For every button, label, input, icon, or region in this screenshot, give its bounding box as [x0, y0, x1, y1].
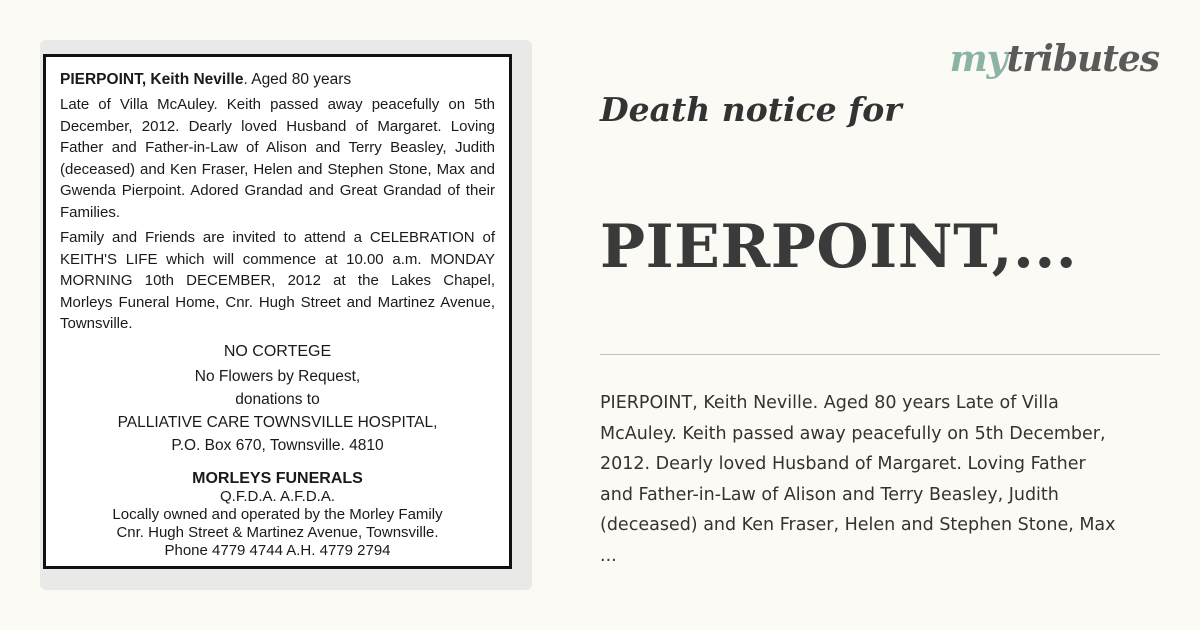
- funeral-qualifications: Q.F.D.A. A.F.D.A.: [219, 487, 336, 505]
- notice-heading: [60, 69, 495, 91]
- notice-paragraph-1: Late of Villa McAuley. Keith passed away peacefully on 5th December, 2012. Dearly loved Husband of Margaret. Loving Father and Father-in-Law of Alison and Terry Beasley, Judith (deceased) and Ken Fraser, Helen and Stephen Stone, Max and Gwenda Pierpoint. Adored Grandad and Great Grandad of their Families.: [60, 96, 495, 221]
- mytributes-logo: [950, 38, 1159, 80]
- notice-cortege: NO CORTEGE: [223, 342, 332, 360]
- notice-type-heading: Death notice for: [600, 90, 902, 129]
- excerpt-line: 2012. Dearly loved Husband of Margaret. Loving Father: [600, 454, 1086, 474]
- logo-tributes: tributes: [1006, 38, 1159, 80]
- excerpt-line: McAuley. Keith passed away peacefully on 5th December,: [600, 423, 1106, 444]
- funeral-home-name: MORLEYS FUNERALS: [192, 469, 363, 487]
- notice-excerpt: [600, 388, 1190, 571]
- notice-hospital: PALLIATIVE CARE TOWNSVILLE HOSPITAL,: [117, 413, 438, 431]
- notice-donations: donations to: [235, 390, 320, 408]
- funeral-ownership: Locally owned and operated by the Morley Family: [112, 505, 443, 523]
- excerpt-line: PIERPOINT, Keith Neville. Aged 80 years Late of Villa: [600, 393, 1059, 413]
- notice-flowers: No Flowers by Request,: [194, 367, 361, 385]
- excerpt-line: and Father-in-Law of Alison and Terry Beasley, Judith: [600, 484, 1059, 505]
- funeral-phone: Phone 4779 4744 A.H. 4779 2794: [164, 541, 391, 559]
- notice-name: PIERPOINT, Keith Neville: [60, 71, 244, 88]
- notice-age: . Aged 80 years: [243, 71, 352, 88]
- notice-card: [40, 40, 532, 590]
- logo-my: my: [949, 38, 1007, 80]
- funeral-address: Cnr. Hugh Street & Martinez Avenue, Townsville.: [116, 523, 439, 541]
- notice-paragraph-2: Family and Friends are invited to attend a CELEBRATION of KEITH'S LIFE which will commence at 10.00 a.m. MONDAY MORNING 10th DECEMBER, 2012 at the Lakes Chapel, Morleys Funeral Home, Cnr. Hugh Street and Martinez Avenue, Townsville.: [60, 229, 495, 332]
- notice-po-box: P.O. Box 670, Townsville. 4810: [171, 436, 384, 454]
- excerpt-ellipsis: ...: [600, 545, 617, 566]
- excerpt-line: (deceased) and Ken Fraser, Helen and Stephen Stone, Max: [600, 515, 1116, 535]
- divider: [600, 354, 1160, 355]
- deceased-name-title: PIERPOINT,...: [600, 212, 1078, 282]
- death-notice-clipping: [43, 54, 512, 569]
